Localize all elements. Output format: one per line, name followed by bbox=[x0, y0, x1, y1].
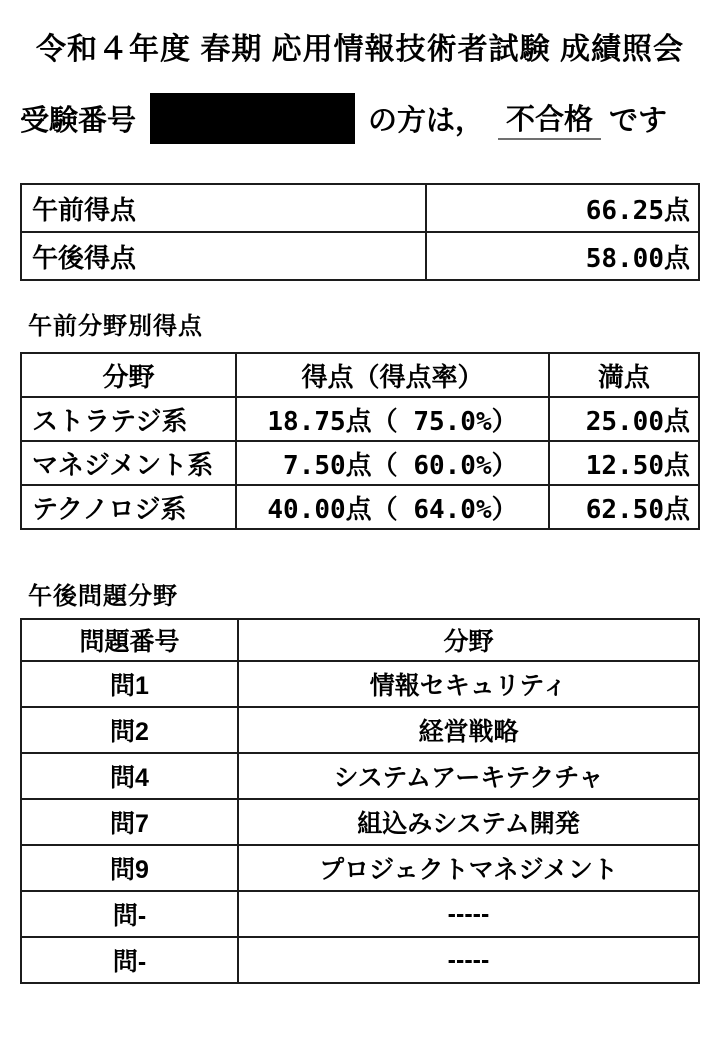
column-header-category: 分野 bbox=[21, 353, 236, 397]
result-status: 不合格 bbox=[498, 97, 601, 140]
category-name: ストラテジ系 bbox=[21, 397, 236, 441]
question-number: 問4 bbox=[21, 753, 238, 799]
table-header-row bbox=[21, 619, 699, 661]
afternoon-score-value: 58.00点 bbox=[426, 232, 699, 280]
column-header-field: 分野 bbox=[238, 619, 699, 661]
table-header-row bbox=[21, 353, 699, 397]
afternoon-fields-table bbox=[20, 618, 700, 984]
question-field: ----- bbox=[238, 937, 699, 983]
question-number: 問9 bbox=[21, 845, 238, 891]
question-field: システムアーキテクチャ bbox=[238, 753, 699, 799]
category-name: テクノロジ系 bbox=[21, 485, 236, 529]
afternoon-fields-heading: 午後問題分野 bbox=[28, 583, 178, 610]
category-score: 7.50点（ 60.0%） bbox=[236, 441, 549, 485]
question-field: プロジェクトマネジメント bbox=[238, 845, 699, 891]
morning-score-label: 午前得点 bbox=[21, 184, 426, 232]
category-score: 18.75点（ 75.0%） bbox=[236, 397, 549, 441]
question-field: 情報セキュリティ bbox=[238, 661, 699, 707]
table-row bbox=[21, 184, 699, 232]
redacted-exam-number bbox=[150, 93, 355, 144]
category-max: 62.50点 bbox=[549, 485, 699, 529]
category-max: 12.50点 bbox=[549, 441, 699, 485]
table-row bbox=[21, 845, 699, 891]
summary-score-table bbox=[20, 183, 700, 281]
category-name: マネジメント系 bbox=[21, 441, 236, 485]
page-title: 令和４年度 春期 応用情報技術者試験 成績照会 bbox=[35, 33, 684, 66]
morning-score-value: 66.25点 bbox=[426, 184, 699, 232]
question-number: 問- bbox=[21, 891, 238, 937]
question-field: ----- bbox=[238, 891, 699, 937]
table-row bbox=[21, 661, 699, 707]
column-header-score: 得点（得点率） bbox=[236, 353, 549, 397]
morning-breakdown-heading: 午前分野別得点 bbox=[28, 313, 203, 340]
table-row bbox=[21, 707, 699, 753]
result-line-suffix: です bbox=[609, 104, 668, 137]
table-row bbox=[21, 232, 699, 280]
table-row bbox=[21, 441, 699, 485]
question-number: 問1 bbox=[21, 661, 238, 707]
table-row bbox=[21, 799, 699, 845]
category-score: 40.00点（ 64.0%） bbox=[236, 485, 549, 529]
result-line-middle: の方は， bbox=[368, 104, 485, 137]
exam-number-label: 受験番号 bbox=[20, 104, 137, 137]
morning-breakdown-table bbox=[20, 352, 700, 530]
column-header-question-number: 問題番号 bbox=[21, 619, 238, 661]
table-row bbox=[21, 397, 699, 441]
question-number: 問7 bbox=[21, 799, 238, 845]
table-row bbox=[21, 891, 699, 937]
column-header-max: 満点 bbox=[549, 353, 699, 397]
table-row bbox=[21, 485, 699, 529]
question-number: 問- bbox=[21, 937, 238, 983]
question-number: 問2 bbox=[21, 707, 238, 753]
afternoon-score-label: 午後得点 bbox=[21, 232, 426, 280]
result-line bbox=[20, 92, 667, 144]
table-row bbox=[21, 753, 699, 799]
category-max: 25.00点 bbox=[549, 397, 699, 441]
question-field: 経営戦略 bbox=[238, 707, 699, 753]
table-row bbox=[21, 937, 699, 983]
question-field: 組込みシステム開発 bbox=[238, 799, 699, 845]
